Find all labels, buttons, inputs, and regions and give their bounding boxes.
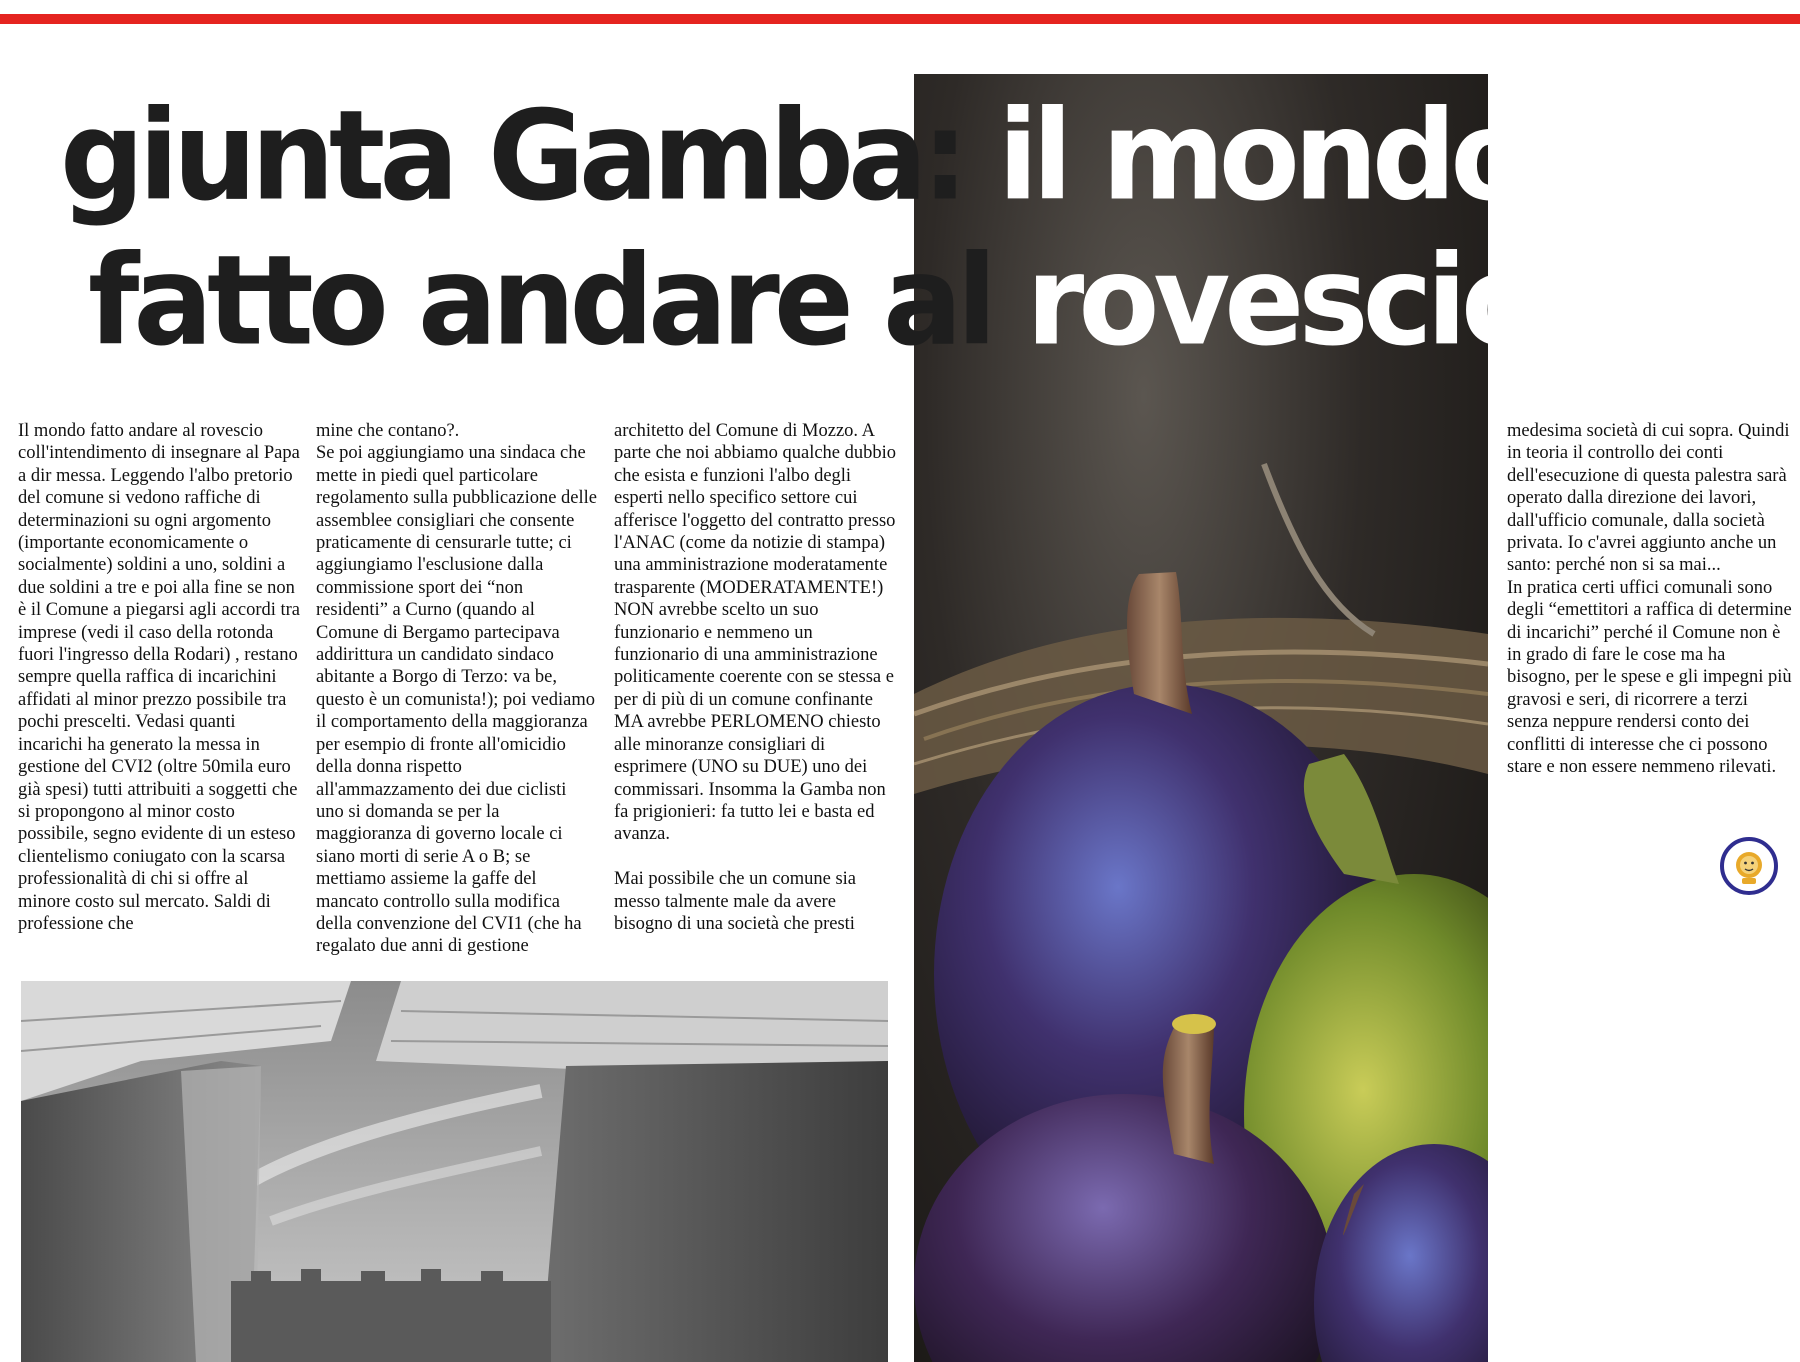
article-column-3: architetto del Comune di Mozzo. A parte che noi abbiamo qualche dubbio che esista e funzioni l'albo degli esperti nello specifico settore cui afferisce l'oggetto del contratto presso l'ANAC (come da notizie di stampa) una amministrazione moderatamente trasparente (MODERATAMENTE!) NON avrebbe scelto un suo funzionario e nemmeno un funzionario di una amministrazione politicamente coerente con se stessa e per di più di un comune confinante MA avrebbe PERLOMENO chiesto alle minoranze consigliari di esprimere (UNO su DUE) uno dei commissari. Insomma la Gamba non fa prigionieri: fa tutto lei e basta ed avanza. Mai possibile che un comune sia messo talmente male da avere bisogno di una società che presti	[614, 421, 897, 934]
article-column-1: Il mondo fatto andare al rovescio coll'intendimento di insegnare al Papa a dir messa. Leggendo l'albo pretorio del comune si vedono raffiche di determinazioni su ogni argomento (importante economicamente o socialmente) soldini a uno, soldini a due soldini a tre e poi alla fine se non è il Comune a piegarsi agli accordi tra imprese (vedi il caso della rotonda fuori l'ingresso della Rodari) , restano sempre quella raffica di incarichini affidati al minor prezzo possibile tra pochi prescelti. Vedasi quanti incarichi ha generato la messa in gestione del CVI2 (oltre 50mila euro già spesi) tutti attribuiti a soggetti che si propongono al minor costo possibile, segno evidente di un esteso clientelismo coniugato con la scarsa professionalità di chi si offre al minore costo sul mercato. Saldi di professione che	[18, 421, 301, 934]
top-accent-bar	[0, 14, 1800, 24]
article-column-2: mine che contano?. Se poi aggiungiamo una sindaca che mette in piedi quel particolare regolamento sulla pubblicazione delle assemblee consigliari che consente praticamente di censurarle tutte; ci aggiungiamo l'esclusione dalla commissione sport dei “non residenti” a Curno (quando al Comune di Bergamo partecipava addirittura un candidato sindaco abitante a Borgo di Terzo: va be, questo è un comunista!); poi vediamo il comportamento della maggioranza per esempio di fronte all'omicidio della donna rispetto all'ammazzamento dei due ciclisti uno si domanda se per la maggioranza di governo locale ci siano morti di serie A o B; se mettiamo assieme la gaffe del mancato controllo sulla modifica della convenzione del CVI1 (che ha regalato due anni di gestione	[316, 421, 597, 957]
headline-line-1-light: il mondo	[997, 83, 1526, 229]
headline-line-1-dark: giunta Gamba:	[60, 83, 998, 229]
quarry-photo	[21, 981, 888, 1362]
headline-line-1	[60, 80, 1526, 232]
headline-line-2	[60, 225, 1537, 377]
headline	[60, 80, 1537, 374]
headline-line-2-dark: fatto andare al	[88, 228, 1027, 374]
article-column-4: medesima società di cui sopra. Quindi in teoria il controllo dei conti dell'esecuzione di questa palestra sarà operato dalla direzione dei lavori, dall'ufficio comunale, dalla società privata. Io c'avrei aggiunto anche un santo: perché non si sa mai... In pratica certi uffici comunali sono degli “emettitori a raffica di determine di incarichi” perché il Comune non è in grado di fare le cose ma ha bisogno, per le spese e gli impegni più gravosi e seri, di ricorrere a terzi senza neppure rendersi conto dei conflitti di interesse che ci possono stare e non essere nemmeno rilevati.	[1507, 421, 1792, 778]
headline-line-2-light: rovescio	[1026, 228, 1537, 374]
publisher-logo	[1720, 837, 1778, 895]
